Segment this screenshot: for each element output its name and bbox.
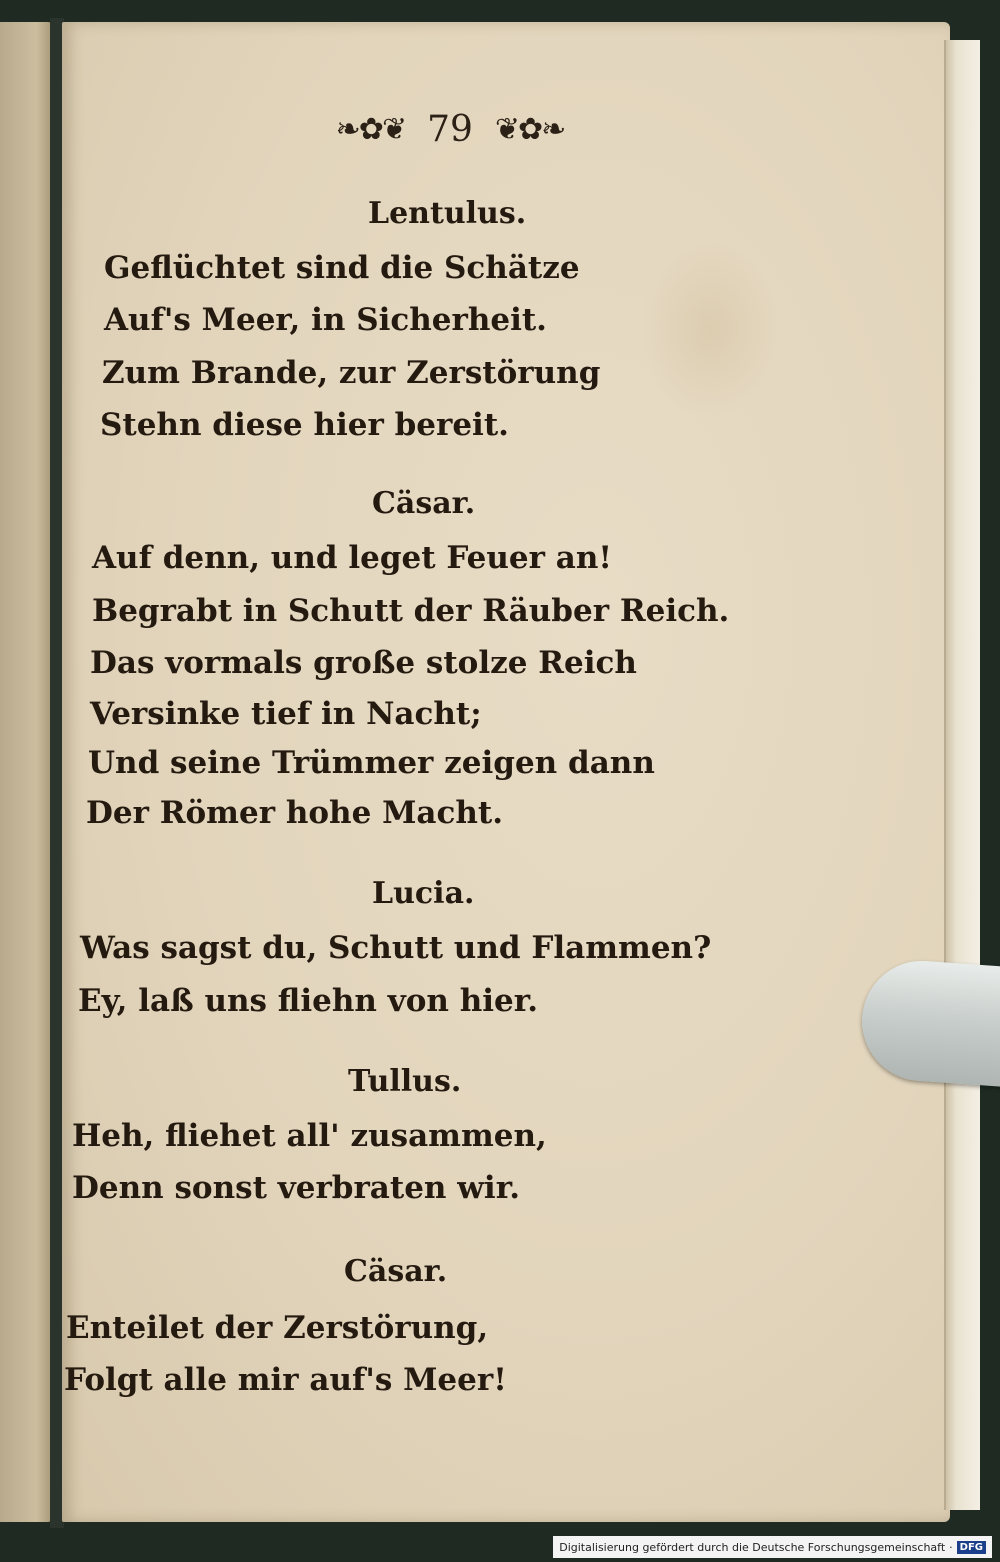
verse-line: Denn sonst verbraten wir. <box>72 1170 520 1206</box>
verse-line: Das vormals große stolze Reich <box>90 645 637 681</box>
speaker-name: Tullus. <box>348 1064 462 1099</box>
verse-line: Stehn diese hier bereit. <box>100 407 509 443</box>
page-number: 79 <box>427 108 473 150</box>
speaker-name: Cäsar. <box>344 1254 448 1289</box>
verse-line: Auf denn, und leget Feuer an! <box>92 540 612 576</box>
speaker-name: Lucia. <box>372 876 475 911</box>
digitization-credit: Digitalisierung gefördert durch die Deutsche Forschungsgemeinschaft · DFG <box>553 1536 992 1558</box>
verse-line: Folgt alle mir auf's Meer! <box>64 1362 507 1398</box>
dfg-logo-icon: DFG <box>957 1541 986 1554</box>
verse-line: Geflüchtet sind die Schätze <box>104 250 580 286</box>
speaker-name: Lentulus. <box>368 196 527 231</box>
verse-line: Was sagst du, Schutt und Flammen? <box>80 930 712 966</box>
ornament-right-icon: ❦✿❧ <box>494 111 565 147</box>
verse-line: Ey, laß uns fliehn von hier. <box>78 983 539 1019</box>
verse-line: Versinke tief in Nacht; <box>90 696 482 732</box>
speaker-name: Cäsar. <box>372 486 476 521</box>
verse-line: Und seine Trümmer zeigen dann <box>88 745 655 781</box>
verse-line: Enteilet der Zerstörung, <box>66 1310 489 1346</box>
verse-line: Zum Brande, zur Zerstörung <box>102 355 601 391</box>
ornament-left-icon: ❧✿❦ <box>335 111 406 147</box>
verse-line: Heh, fliehet all' zusammen, <box>72 1118 547 1154</box>
credit-text: Digitalisierung gefördert durch die Deutsche Forschungsgemeinschaft <box>559 1540 946 1554</box>
verse-line: Auf's Meer, in Sicherheit. <box>104 302 547 338</box>
verse-line: Der Römer hohe Macht. <box>86 795 504 831</box>
verse-line: Begrabt in Schutt der Räuber Reich. <box>92 593 730 629</box>
